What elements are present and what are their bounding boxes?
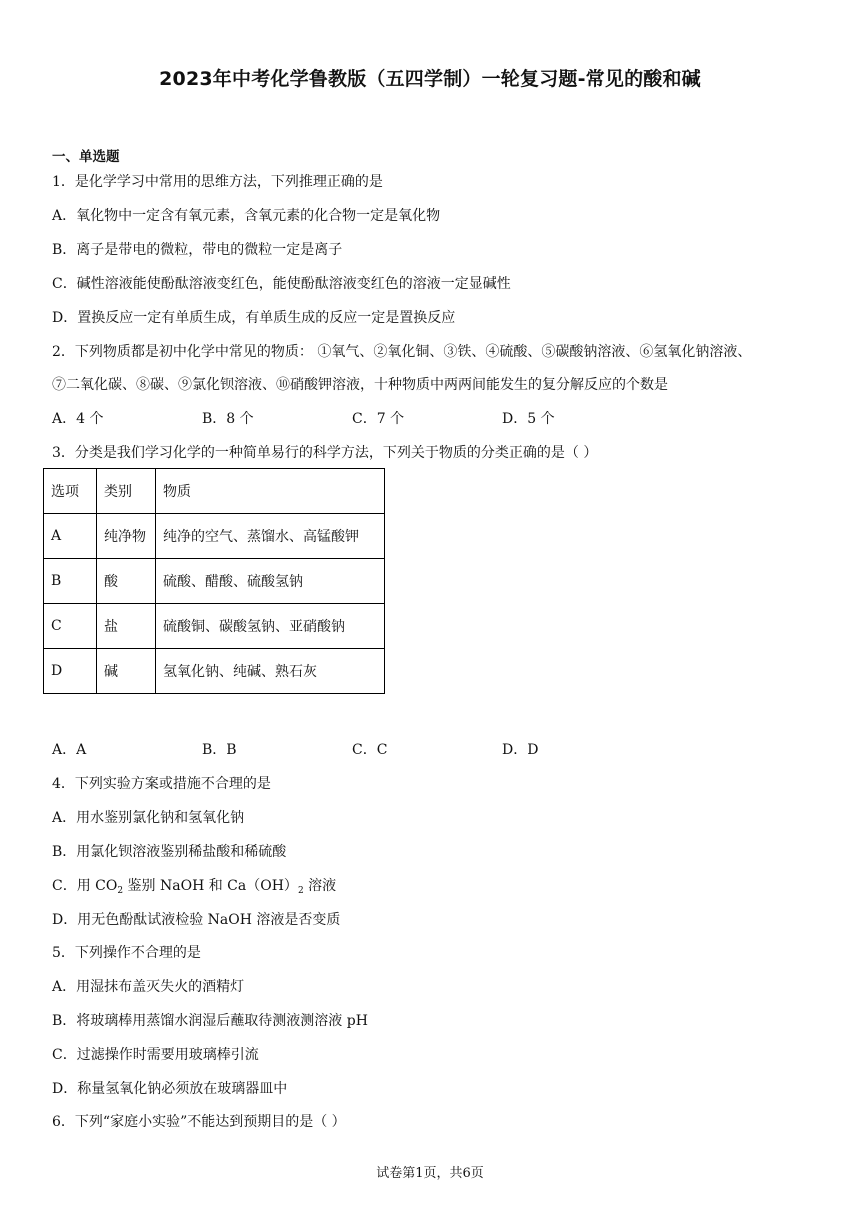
q4-option-c-text: C．用 CO bbox=[52, 878, 118, 894]
table-cell: 氢氧化钠、纯碱、熟石灰 bbox=[156, 649, 385, 694]
table-cell: 硫酸铜、碳酸氢钠、亚硝酸钠 bbox=[156, 604, 385, 649]
q4-option-c[interactable] bbox=[52, 876, 336, 901]
table-cell: D bbox=[44, 649, 97, 694]
table-cell: 盐 bbox=[97, 604, 156, 649]
table-cell: B bbox=[44, 559, 97, 604]
q4-stem: 4．下列实验方案或措施不合理的是 bbox=[52, 776, 271, 792]
page-footer: 试卷第1页，共6页 bbox=[376, 1166, 484, 1181]
table-row bbox=[44, 514, 385, 559]
q5-option-a[interactable]: A．用湿抹布盖灭失火的酒精灯 bbox=[52, 979, 245, 995]
table-header-cell: 类别 bbox=[97, 469, 156, 514]
table-header-cell: 选项 bbox=[44, 469, 97, 514]
subscript: 2 bbox=[117, 886, 124, 896]
q2-stem-line1: 2．下列物质都是初中化学中常见的物质： ①氧气、②氧化铜、③铁、④硫酸、⑤碳酸钠溶液、⑥氢氧化钠溶液、 bbox=[52, 344, 752, 360]
q6-stem: 6．下列“家庭小实验”不能达到预期目的是（ ） bbox=[52, 1114, 346, 1130]
subscript: 2 bbox=[297, 886, 304, 896]
table-cell: 纯净物 bbox=[97, 514, 156, 559]
q5-option-d[interactable]: D．称量氢氧化钠必须放在玻璃器皿中 bbox=[52, 1081, 288, 1097]
q1-option-c[interactable]: C．碱性溶液能使酚酞溶液变红色，能使酚酞溶液变红色的溶液一定显碱性 bbox=[52, 276, 511, 292]
q4-option-a[interactable]: A．用水鉴别氯化钠和氢氧化钠 bbox=[52, 810, 245, 826]
q1-option-b[interactable]: B．离子是带电的微粒，带电的微粒一定是离子 bbox=[52, 242, 343, 258]
q1-option-d[interactable]: D．置换反应一定有单质生成，有单质生成的反应一定是置换反应 bbox=[52, 310, 456, 326]
table-row bbox=[44, 559, 385, 604]
table-cell: 硫酸、醋酸、硫酸氢钠 bbox=[156, 559, 385, 604]
q3-option-a[interactable]: A．A bbox=[52, 742, 87, 758]
q1-option-a[interactable]: A．氧化物中一定含有氧元素，含氧元素的化合物一定是氧化物 bbox=[52, 208, 441, 224]
page-title: 2023年中考化学鲁教版（五四学制）一轮复习题-常见的酸和碱 bbox=[159, 68, 701, 90]
table-cell: C bbox=[44, 604, 97, 649]
table-row bbox=[44, 604, 385, 649]
table-row bbox=[44, 649, 385, 694]
q4-option-d[interactable]: D．用无色酚酞试液检验 NaOH 溶液是否变质 bbox=[52, 912, 341, 928]
q5-option-c[interactable]: C．过滤操作时需要用玻璃棒引流 bbox=[52, 1047, 259, 1063]
q1-stem: 1．是化学学习中常用的思维方法，下列推理正确的是 bbox=[52, 174, 383, 190]
q3-stem: 3．分类是我们学习化学的一种简单易行的科学方法，下列关于物质的分类正确的是（ ） bbox=[52, 445, 598, 461]
q2-option-a[interactable]: A．4 个 bbox=[52, 411, 104, 427]
q3-option-d[interactable]: D．D bbox=[502, 742, 539, 758]
q2-option-c[interactable]: C．7 个 bbox=[352, 411, 405, 427]
q4-option-c-text: 溶液 bbox=[303, 878, 337, 894]
q2-option-b[interactable]: B．8 个 bbox=[202, 411, 254, 427]
table-cell: A bbox=[44, 514, 97, 559]
table-cell: 纯净的空气、蒸馏水、高锰酸钾 bbox=[156, 514, 385, 559]
table-cell: 碱 bbox=[97, 649, 156, 694]
q4-option-b[interactable]: B．用氯化钡溶液鉴别稀盐酸和稀硫酸 bbox=[52, 844, 287, 860]
q5-stem: 5．下列操作不合理的是 bbox=[52, 945, 201, 961]
section-heading: 一、单选题 bbox=[52, 149, 120, 165]
q3-option-b[interactable]: B．B bbox=[202, 742, 237, 758]
table-cell: 酸 bbox=[97, 559, 156, 604]
classification-table bbox=[43, 468, 385, 694]
q3-option-c[interactable]: C．C bbox=[352, 742, 388, 758]
q2-option-d[interactable]: D．5 个 bbox=[502, 411, 555, 427]
table-header-row bbox=[44, 469, 385, 514]
q4-option-c-text: 鉴别 NaOH 和 Ca（OH） bbox=[123, 878, 298, 894]
q2-stem-line2: ⑦二氧化碳、⑧碳、⑨氯化钡溶液、⑩硝酸钾溶液，十种物质中两两间能发生的复分解反应的个数是 bbox=[52, 377, 668, 393]
q5-option-b[interactable]: B．将玻璃棒用蒸馏水润湿后蘸取待测液测溶液 pH bbox=[52, 1013, 368, 1029]
table-header-cell: 物质 bbox=[156, 469, 385, 514]
